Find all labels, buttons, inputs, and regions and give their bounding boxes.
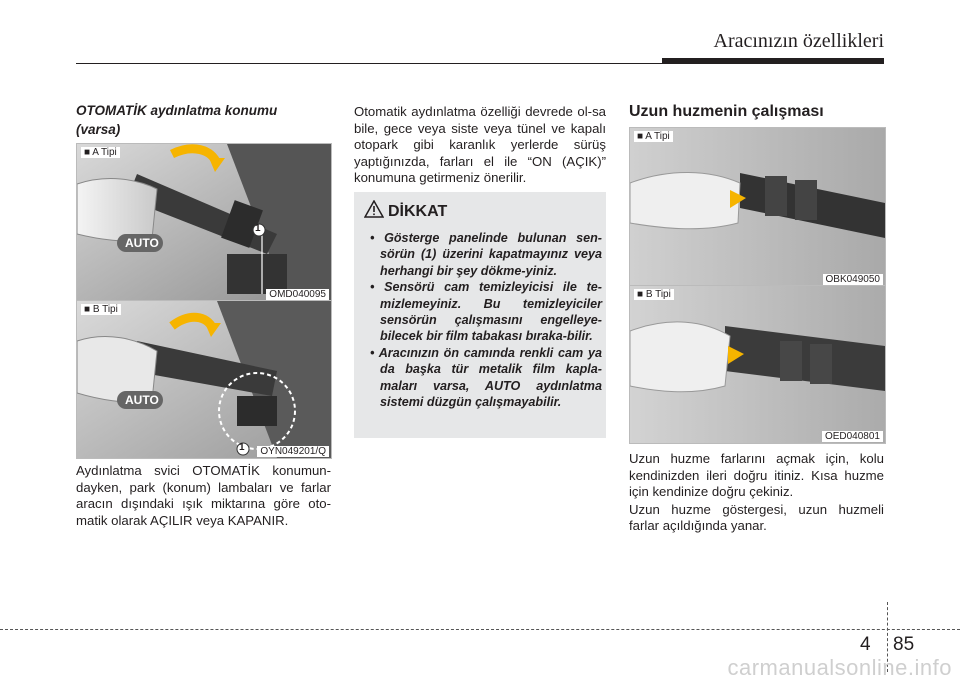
footer-rule	[0, 629, 960, 630]
header-bar	[662, 58, 884, 64]
left-column	[76, 101, 331, 139]
right-body	[629, 451, 884, 535]
watermark: carmanualsonline.info	[727, 655, 952, 680]
figure-high-beam-type-b	[629, 285, 886, 444]
fig-type-label: ■ A Tipi	[634, 131, 673, 142]
page-header-title: Aracınızın özellikleri	[713, 30, 884, 52]
caution-title: DİKKAT	[388, 203, 448, 220]
warning-triangle-icon	[364, 200, 384, 218]
lever-illustration	[77, 144, 331, 301]
caution-item: • Sensörü cam temizleyicisi ile te-mizlemeyiniz. Bu temizleyiciler sensörün çalışmasını engelleye-bilecek bir film tabakası bıraka-bilir.	[370, 280, 602, 344]
left-body	[76, 463, 331, 529]
fig-code: OED040801	[822, 431, 883, 442]
caution-box	[354, 192, 606, 438]
high-beam-illustration	[630, 128, 885, 286]
callout-number: 1	[239, 442, 245, 453]
lever-illustration	[77, 301, 331, 458]
auto-lighting-description: Aydınlatma svici OTOMATİK konumun-dayken, park (konum) lambaları ve farlar aracın dışındaki ışık miktarına göre oto-matik olarak AÇILIR veya KAPANIR.	[76, 463, 331, 528]
high-beam-heading: Uzun huzmenin çalışması	[629, 103, 824, 120]
auto-lighting-subheading	[76, 101, 331, 139]
manual-headlight-advice: Otomatik aydınlatma özelliği devrede ol-sa bile, gece veya siste veya tünel ve kapalı otopark gibi karanlık yerlerde sürüş yaptığınızda, farları el ile “ON (AÇIK)” konumuna getirmeniz önerilir.	[354, 104, 606, 186]
auto-label: AUTO	[125, 393, 159, 407]
middle-body	[354, 104, 606, 187]
fig-code: OMD040095	[266, 289, 329, 300]
page-number: 85	[893, 634, 915, 655]
auto-label: AUTO	[125, 236, 159, 250]
subheading-line-1: OTOMATİK aydınlatma konumu	[76, 103, 278, 118]
caution-item: • Aracınızın ön camında renkli cam ya da başka tür metalik film kapla-maları varsa, AUTO aydınlatma sistemi düzgün çalışmayabilir.	[370, 345, 602, 410]
fig-type-label: ■ B Tipi	[81, 304, 121, 315]
fig-type-label: ■ A Tipi	[81, 147, 120, 158]
figure-auto-switch-type-a	[76, 143, 332, 302]
figure-auto-switch-type-b	[76, 300, 332, 459]
high-beam-instructions: Uzun huzme farlarını açmak için, kolu kendinizden ileri doğru itiniz. Kısa huzme için kendinize doğru çekiniz.	[629, 451, 884, 500]
fig-code: OYN049201/Q	[257, 446, 329, 457]
fig-type-label: ■ B Tipi	[634, 289, 674, 300]
fig-code: OBK049050	[823, 274, 884, 285]
high-beam-indicator-note: Uzun huzme göstergesi, uzun huzmeli farlar açıldığında yanar.	[629, 501, 884, 534]
caution-list	[368, 230, 602, 410]
subheading-line-2: (varsa)	[76, 122, 121, 137]
header-rule	[76, 63, 662, 64]
high-beam-illustration	[630, 286, 885, 443]
figure-high-beam-type-a	[629, 127, 886, 287]
callout-number: 1	[255, 223, 261, 234]
section-number: 4	[860, 634, 871, 655]
caution-item: • Gösterge panelinde bulunan sen-sörün (1) üzerini kapatmayınız veya herhangi bir şey dökme-yiniz.	[370, 231, 602, 278]
